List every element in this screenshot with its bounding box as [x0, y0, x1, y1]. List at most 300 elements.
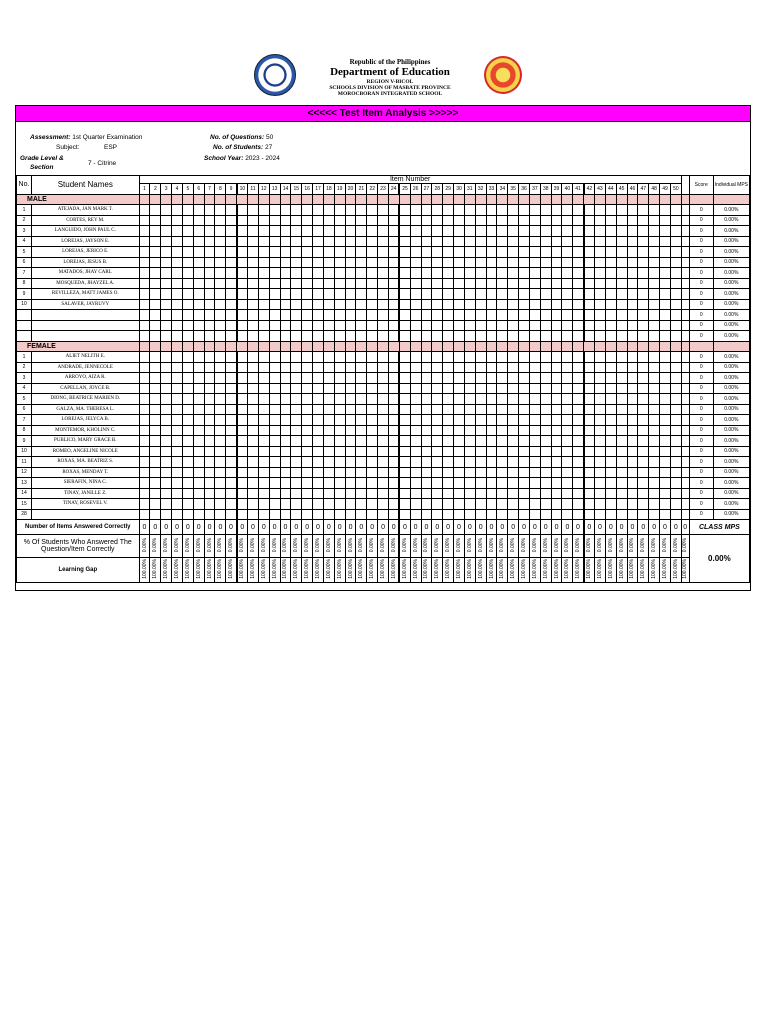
answer-cell[interactable]	[248, 331, 259, 342]
answer-cell[interactable]	[237, 215, 248, 226]
answer-cell[interactable]	[616, 247, 627, 258]
answer-cell[interactable]	[421, 425, 432, 436]
answer-cell[interactable]	[378, 467, 389, 478]
answer-cell[interactable]	[464, 257, 475, 268]
answer-cell[interactable]	[139, 236, 150, 247]
answer-cell[interactable]	[573, 226, 584, 237]
answer-cell[interactable]	[302, 320, 313, 331]
answer-cell[interactable]	[172, 215, 183, 226]
answer-cell[interactable]	[551, 362, 562, 373]
answer-cell[interactable]	[616, 509, 627, 520]
answer-cell[interactable]	[497, 436, 508, 447]
answer-cell[interactable]	[670, 236, 681, 247]
answer-cell[interactable]	[172, 236, 183, 247]
answer-cell[interactable]	[660, 499, 671, 510]
answer-cell[interactable]	[182, 320, 193, 331]
answer-cell[interactable]	[616, 373, 627, 384]
answer-cell[interactable]	[345, 457, 356, 468]
answer-cell[interactable]	[475, 236, 486, 247]
answer-cell[interactable]	[573, 278, 584, 289]
answer-cell[interactable]	[399, 436, 410, 447]
answer-cell[interactable]	[421, 320, 432, 331]
answer-cell[interactable]	[367, 394, 378, 405]
answer-cell[interactable]	[443, 373, 454, 384]
answer-cell[interactable]	[248, 310, 259, 321]
answer-cell[interactable]	[356, 415, 367, 426]
answer-cell[interactable]	[291, 257, 302, 268]
answer-cell[interactable]	[627, 310, 638, 321]
answer-cell[interactable]	[649, 362, 660, 373]
answer-cell[interactable]	[388, 247, 399, 258]
answer-cell[interactable]	[410, 415, 421, 426]
answer-cell[interactable]	[367, 488, 378, 499]
answer-cell[interactable]	[627, 425, 638, 436]
answer-cell[interactable]	[443, 499, 454, 510]
answer-cell[interactable]	[638, 394, 649, 405]
answer-cell[interactable]	[475, 205, 486, 216]
answer-cell[interactable]	[508, 362, 519, 373]
answer-cell[interactable]	[584, 478, 595, 489]
answer-cell[interactable]	[421, 226, 432, 237]
answer-cell[interactable]	[660, 488, 671, 499]
answer-cell[interactable]	[334, 383, 345, 394]
answer-cell[interactable]	[399, 352, 410, 363]
answer-cell[interactable]	[497, 478, 508, 489]
answer-cell[interactable]	[291, 215, 302, 226]
answer-cell[interactable]	[323, 236, 334, 247]
answer-cell[interactable]	[454, 488, 465, 499]
answer-cell[interactable]	[605, 331, 616, 342]
answer-cell[interactable]	[529, 415, 540, 426]
answer-cell[interactable]	[367, 257, 378, 268]
answer-cell[interactable]	[204, 215, 215, 226]
answer-cell[interactable]	[432, 446, 443, 457]
answer-cell[interactable]	[660, 320, 671, 331]
answer-cell[interactable]	[421, 352, 432, 363]
answer-cell[interactable]	[269, 457, 280, 468]
answer-cell[interactable]	[345, 278, 356, 289]
answer-cell[interactable]	[139, 488, 150, 499]
answer-cell[interactable]	[248, 215, 259, 226]
answer-cell[interactable]	[388, 499, 399, 510]
answer-cell[interactable]	[540, 478, 551, 489]
answer-cell[interactable]	[313, 257, 324, 268]
answer-cell[interactable]	[172, 320, 183, 331]
answer-cell[interactable]	[291, 425, 302, 436]
answer-cell[interactable]	[269, 247, 280, 258]
answer-cell[interactable]	[161, 404, 172, 415]
answer-cell[interactable]	[291, 394, 302, 405]
answer-cell[interactable]	[486, 415, 497, 426]
answer-cell[interactable]	[139, 394, 150, 405]
answer-cell[interactable]	[334, 457, 345, 468]
answer-cell[interactable]	[302, 394, 313, 405]
answer-cell[interactable]	[334, 310, 345, 321]
answer-cell[interactable]	[660, 268, 671, 279]
answer-cell[interactable]	[204, 226, 215, 237]
answer-cell[interactable]	[150, 509, 161, 520]
answer-cell[interactable]	[356, 488, 367, 499]
answer-cell[interactable]	[638, 467, 649, 478]
answer-cell[interactable]	[432, 488, 443, 499]
answer-cell[interactable]	[670, 226, 681, 237]
answer-cell[interactable]	[432, 215, 443, 226]
answer-cell[interactable]	[421, 467, 432, 478]
answer-cell[interactable]	[421, 457, 432, 468]
answer-cell[interactable]	[215, 499, 226, 510]
answer-cell[interactable]	[313, 488, 324, 499]
answer-cell[interactable]	[454, 331, 465, 342]
answer-cell[interactable]	[248, 320, 259, 331]
answer-cell[interactable]	[258, 310, 269, 321]
answer-cell[interactable]	[345, 415, 356, 426]
answer-cell[interactable]	[432, 383, 443, 394]
answer-cell[interactable]	[150, 446, 161, 457]
answer-cell[interactable]	[486, 205, 497, 216]
answer-cell[interactable]	[291, 362, 302, 373]
answer-cell[interactable]	[464, 457, 475, 468]
answer-cell[interactable]	[226, 478, 237, 489]
answer-cell[interactable]	[670, 415, 681, 426]
answer-cell[interactable]	[204, 268, 215, 279]
answer-cell[interactable]	[345, 289, 356, 300]
answer-cell[interactable]	[670, 383, 681, 394]
answer-cell[interactable]	[540, 394, 551, 405]
answer-cell[interactable]	[551, 457, 562, 468]
answer-cell[interactable]	[464, 352, 475, 363]
answer-cell[interactable]	[161, 205, 172, 216]
answer-cell[interactable]	[248, 205, 259, 216]
answer-cell[interactable]	[139, 362, 150, 373]
answer-cell[interactable]	[627, 373, 638, 384]
answer-cell[interactable]	[182, 299, 193, 310]
answer-cell[interactable]	[638, 268, 649, 279]
answer-cell[interactable]	[443, 352, 454, 363]
answer-cell[interactable]	[248, 289, 259, 300]
answer-cell[interactable]	[345, 226, 356, 237]
answer-cell[interactable]	[605, 257, 616, 268]
answer-cell[interactable]	[649, 268, 660, 279]
answer-cell[interactable]	[226, 289, 237, 300]
answer-cell[interactable]	[182, 215, 193, 226]
answer-cell[interactable]	[161, 310, 172, 321]
answer-cell[interactable]	[443, 478, 454, 489]
answer-cell[interactable]	[464, 425, 475, 436]
answer-cell[interactable]	[237, 383, 248, 394]
answer-cell[interactable]	[562, 289, 573, 300]
answer-cell[interactable]	[280, 509, 291, 520]
answer-cell[interactable]	[139, 415, 150, 426]
answer-cell[interactable]	[226, 436, 237, 447]
answer-cell[interactable]	[540, 257, 551, 268]
answer-cell[interactable]	[638, 436, 649, 447]
answer-cell[interactable]	[551, 226, 562, 237]
answer-cell[interactable]	[378, 289, 389, 300]
answer-cell[interactable]	[464, 215, 475, 226]
answer-cell[interactable]	[280, 310, 291, 321]
answer-cell[interactable]	[345, 488, 356, 499]
answer-cell[interactable]	[388, 457, 399, 468]
answer-cell[interactable]	[345, 257, 356, 268]
answer-cell[interactable]	[378, 278, 389, 289]
answer-cell[interactable]	[649, 289, 660, 300]
answer-cell[interactable]	[367, 457, 378, 468]
answer-cell[interactable]	[172, 446, 183, 457]
answer-cell[interactable]	[432, 509, 443, 520]
answer-cell[interactable]	[475, 488, 486, 499]
answer-cell[interactable]	[334, 268, 345, 279]
answer-cell[interactable]	[529, 257, 540, 268]
answer-cell[interactable]	[551, 278, 562, 289]
answer-cell[interactable]	[595, 289, 606, 300]
answer-cell[interactable]	[269, 499, 280, 510]
answer-cell[interactable]	[573, 436, 584, 447]
answer-cell[interactable]	[204, 362, 215, 373]
answer-cell[interactable]	[519, 499, 530, 510]
answer-cell[interactable]	[399, 478, 410, 489]
answer-cell[interactable]	[150, 236, 161, 247]
answer-cell[interactable]	[388, 467, 399, 478]
answer-cell[interactable]	[237, 226, 248, 237]
answer-cell[interactable]	[269, 289, 280, 300]
answer-cell[interactable]	[291, 299, 302, 310]
answer-cell[interactable]	[237, 425, 248, 436]
answer-cell[interactable]	[280, 278, 291, 289]
answer-cell[interactable]	[182, 394, 193, 405]
answer-cell[interactable]	[443, 457, 454, 468]
answer-cell[interactable]	[540, 331, 551, 342]
answer-cell[interactable]	[519, 289, 530, 300]
answer-cell[interactable]	[584, 394, 595, 405]
answer-cell[interactable]	[670, 404, 681, 415]
answer-cell[interactable]	[204, 289, 215, 300]
answer-cell[interactable]	[302, 383, 313, 394]
answer-cell[interactable]	[410, 509, 421, 520]
answer-cell[interactable]	[627, 457, 638, 468]
answer-cell[interactable]	[670, 394, 681, 405]
answer-cell[interactable]	[454, 215, 465, 226]
answer-cell[interactable]	[139, 205, 150, 216]
answer-cell[interactable]	[540, 352, 551, 363]
answer-cell[interactable]	[562, 467, 573, 478]
answer-cell[interactable]	[399, 488, 410, 499]
answer-cell[interactable]	[410, 205, 421, 216]
answer-cell[interactable]	[519, 383, 530, 394]
answer-cell[interactable]	[551, 352, 562, 363]
answer-cell[interactable]	[670, 499, 681, 510]
answer-cell[interactable]	[378, 457, 389, 468]
answer-cell[interactable]	[367, 320, 378, 331]
answer-cell[interactable]	[443, 425, 454, 436]
answer-cell[interactable]	[291, 383, 302, 394]
answer-cell[interactable]	[291, 310, 302, 321]
answer-cell[interactable]	[443, 383, 454, 394]
answer-cell[interactable]	[226, 310, 237, 321]
answer-cell[interactable]	[280, 205, 291, 216]
answer-cell[interactable]	[323, 467, 334, 478]
answer-cell[interactable]	[334, 509, 345, 520]
answer-cell[interactable]	[605, 310, 616, 321]
answer-cell[interactable]	[237, 257, 248, 268]
answer-cell[interactable]	[291, 467, 302, 478]
answer-cell[interactable]	[399, 205, 410, 216]
answer-cell[interactable]	[182, 278, 193, 289]
answer-cell[interactable]	[399, 457, 410, 468]
answer-cell[interactable]	[399, 299, 410, 310]
answer-cell[interactable]	[193, 373, 204, 384]
answer-cell[interactable]	[464, 226, 475, 237]
answer-cell[interactable]	[410, 383, 421, 394]
answer-cell[interactable]	[378, 299, 389, 310]
answer-cell[interactable]	[323, 488, 334, 499]
answer-cell[interactable]	[529, 236, 540, 247]
answer-cell[interactable]	[150, 215, 161, 226]
answer-cell[interactable]	[562, 205, 573, 216]
answer-cell[interactable]	[454, 383, 465, 394]
answer-cell[interactable]	[508, 236, 519, 247]
answer-cell[interactable]	[595, 236, 606, 247]
answer-cell[interactable]	[670, 373, 681, 384]
answer-cell[interactable]	[421, 257, 432, 268]
answer-cell[interactable]	[616, 404, 627, 415]
answer-cell[interactable]	[540, 488, 551, 499]
answer-cell[interactable]	[334, 278, 345, 289]
answer-cell[interactable]	[258, 205, 269, 216]
answer-cell[interactable]	[193, 310, 204, 321]
answer-cell[interactable]	[378, 215, 389, 226]
answer-cell[interactable]	[215, 446, 226, 457]
answer-cell[interactable]	[193, 394, 204, 405]
answer-cell[interactable]	[551, 331, 562, 342]
answer-cell[interactable]	[529, 205, 540, 216]
answer-cell[interactable]	[237, 362, 248, 373]
answer-cell[interactable]	[584, 331, 595, 342]
answer-cell[interactable]	[280, 404, 291, 415]
answer-cell[interactable]	[345, 467, 356, 478]
answer-cell[interactable]	[215, 457, 226, 468]
answer-cell[interactable]	[584, 268, 595, 279]
answer-cell[interactable]	[573, 310, 584, 321]
answer-cell[interactable]	[302, 373, 313, 384]
answer-cell[interactable]	[150, 499, 161, 510]
answer-cell[interactable]	[334, 236, 345, 247]
answer-cell[interactable]	[649, 299, 660, 310]
answer-cell[interactable]	[519, 205, 530, 216]
answer-cell[interactable]	[421, 310, 432, 321]
answer-cell[interactable]	[421, 446, 432, 457]
answer-cell[interactable]	[551, 257, 562, 268]
answer-cell[interactable]	[584, 236, 595, 247]
answer-cell[interactable]	[226, 236, 237, 247]
answer-cell[interactable]	[660, 215, 671, 226]
answer-cell[interactable]	[486, 383, 497, 394]
answer-cell[interactable]	[475, 436, 486, 447]
answer-cell[interactable]	[432, 425, 443, 436]
answer-cell[interactable]	[638, 247, 649, 258]
answer-cell[interactable]	[595, 467, 606, 478]
answer-cell[interactable]	[139, 331, 150, 342]
answer-cell[interactable]	[388, 404, 399, 415]
answer-cell[interactable]	[215, 425, 226, 436]
answer-cell[interactable]	[237, 278, 248, 289]
answer-cell[interactable]	[497, 205, 508, 216]
answer-cell[interactable]	[605, 205, 616, 216]
answer-cell[interactable]	[139, 478, 150, 489]
answer-cell[interactable]	[291, 509, 302, 520]
answer-cell[interactable]	[529, 215, 540, 226]
answer-cell[interactable]	[388, 331, 399, 342]
answer-cell[interactable]	[562, 394, 573, 405]
answer-cell[interactable]	[248, 509, 259, 520]
answer-cell[interactable]	[454, 373, 465, 384]
answer-cell[interactable]	[356, 383, 367, 394]
answer-cell[interactable]	[226, 446, 237, 457]
answer-cell[interactable]	[584, 373, 595, 384]
answer-cell[interactable]	[475, 331, 486, 342]
answer-cell[interactable]	[378, 331, 389, 342]
answer-cell[interactable]	[670, 425, 681, 436]
answer-cell[interactable]	[215, 278, 226, 289]
answer-cell[interactable]	[193, 257, 204, 268]
answer-cell[interactable]	[356, 478, 367, 489]
answer-cell[interactable]	[595, 394, 606, 405]
answer-cell[interactable]	[670, 289, 681, 300]
answer-cell[interactable]	[421, 415, 432, 426]
answer-cell[interactable]	[172, 425, 183, 436]
answer-cell[interactable]	[182, 352, 193, 363]
answer-cell[interactable]	[258, 320, 269, 331]
answer-cell[interactable]	[508, 394, 519, 405]
answer-cell[interactable]	[182, 478, 193, 489]
answer-cell[interactable]	[540, 404, 551, 415]
answer-cell[interactable]	[237, 467, 248, 478]
answer-cell[interactable]	[399, 499, 410, 510]
answer-cell[interactable]	[399, 236, 410, 247]
answer-cell[interactable]	[226, 394, 237, 405]
answer-cell[interactable]	[237, 289, 248, 300]
answer-cell[interactable]	[410, 488, 421, 499]
answer-cell[interactable]	[454, 415, 465, 426]
answer-cell[interactable]	[464, 299, 475, 310]
answer-cell[interactable]	[139, 373, 150, 384]
answer-cell[interactable]	[204, 205, 215, 216]
answer-cell[interactable]	[649, 257, 660, 268]
answer-cell[interactable]	[508, 499, 519, 510]
answer-cell[interactable]	[313, 415, 324, 426]
answer-cell[interactable]	[595, 499, 606, 510]
answer-cell[interactable]	[529, 436, 540, 447]
answer-cell[interactable]	[226, 299, 237, 310]
answer-cell[interactable]	[540, 362, 551, 373]
answer-cell[interactable]	[464, 331, 475, 342]
answer-cell[interactable]	[627, 415, 638, 426]
answer-cell[interactable]	[540, 425, 551, 436]
answer-cell[interactable]	[638, 404, 649, 415]
answer-cell[interactable]	[551, 205, 562, 216]
answer-cell[interactable]	[464, 415, 475, 426]
answer-cell[interactable]	[182, 404, 193, 415]
answer-cell[interactable]	[486, 499, 497, 510]
answer-cell[interactable]	[258, 289, 269, 300]
answer-cell[interactable]	[497, 268, 508, 279]
answer-cell[interactable]	[497, 320, 508, 331]
answer-cell[interactable]	[182, 205, 193, 216]
answer-cell[interactable]	[638, 299, 649, 310]
answer-cell[interactable]	[649, 488, 660, 499]
answer-cell[interactable]	[573, 299, 584, 310]
answer-cell[interactable]	[248, 278, 259, 289]
answer-cell[interactable]	[410, 436, 421, 447]
